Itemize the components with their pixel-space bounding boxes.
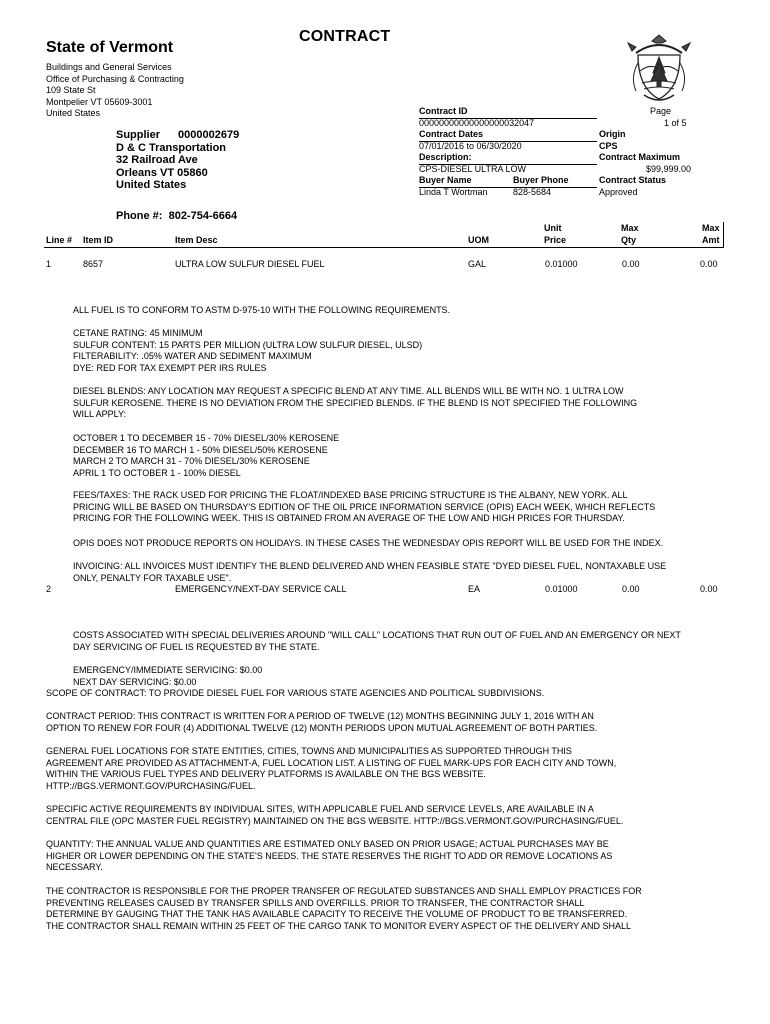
address-line: United States (46, 108, 101, 118)
address-line: 109 State St (46, 85, 96, 95)
item-id: 8657 (83, 259, 104, 269)
text-line: QUANTITY: THE ANNUAL VALUE AND QUANTITIES ARE ESTIMATED ONLY BASED ON PRIOR USAGE; ACTUAL PURCHASES MAY BE (46, 839, 609, 849)
supplier-street: 32 Railroad Ave (116, 154, 198, 166)
page-value: 1 of 5 (664, 117, 687, 128)
text-line: PRICING FOR THE FOLLOWING WEEK. THIS IS OBTAINED FROM AN AVERAGE OF THE LOW AND HIGH PRICES FOR THURSDAY. (73, 513, 625, 523)
col-max-qty: Qty (621, 235, 637, 245)
text-line: NEXT DAY SERVICING: $0.00 (73, 676, 197, 687)
text-line: SULFUR KEROSENE. THERE IS NO DEVIATION FROM THE SPECIFIED BLENDS. IF THE BLEND IS NOT SPECIFIED THE FOLLOWING (73, 397, 638, 408)
buyer-phone: 828-5684 (513, 186, 552, 197)
text-line: AGREEMENT ARE PROVIDED AS ATTACHMENT-A, FUEL LOCATION LIST. A LISTING OF FUEL MARK-UPS FOR EACH CITY AND TOWN, (46, 757, 617, 768)
supplier-country: United States (116, 179, 187, 191)
text-line: CENTRAL FILE (OPC MASTER FUEL REGISTRY) MAINTAINED ON THE BGS WEBSITE. HTTP://BGS.VERMONT.GOV/PURCHASING/FUEL. (46, 815, 624, 826)
agency-name: State of Vermont (46, 39, 174, 56)
item-desc: ULTRA LOW SULFUR DIESEL FUEL (175, 259, 325, 269)
supplier-block (116, 129, 239, 192)
divider (419, 141, 597, 142)
text-line: NECESSARY. (46, 862, 103, 872)
text-line: HTTP://BGS.VERMONT.GOV/PURCHASING/FUEL. (46, 780, 256, 791)
text-line: OPTION TO RENEW FOR FOUR (4) ADDITIONAL TWELVE (12) MONTH PERIODS UPON MUTUAL AGREEMENT OF BOTH PARTIES. (46, 722, 598, 733)
text-line: DIESEL BLENDS: ANY LOCATION MAY REQUEST A SPECIFIC BLEND AT ANY TIME. ALL BLENDS WILL BE WITH NO. 1 ULTRA LOW (73, 386, 624, 396)
item-unit-price: 0.01000 (545, 584, 578, 594)
origin-label: Origin (599, 129, 626, 139)
text-line: INVOICING: ALL INVOICES MUST IDENTIFY THE BLEND DELIVERED AND WHEN FEASIBLE STATE "DYED DIESEL FUEL, NONTAXABLE USE (73, 561, 667, 571)
origin-value: CPS (599, 140, 618, 151)
divider (419, 118, 597, 119)
supplier-id: 0000002679 (178, 129, 240, 141)
contract-max-label: Contract Maximum (599, 152, 681, 162)
fuel-requirements (73, 328, 753, 374)
text-line: SULFUR CONTENT: 15 PARTS PER MILLION (ULTRA LOW SULFUR DIESEL, ULSD) (73, 339, 423, 350)
text-line: CETANE RATING: 45 MINIMUM (73, 328, 203, 338)
buyer-name: Linda T Wortman (419, 186, 488, 197)
supplier-phone (116, 211, 237, 223)
text-line: DYE: RED FOR TAX EXEMPT PER IRS RULES (73, 362, 267, 373)
text-line: ONLY, PENALTY FOR TAXABLE USE". (73, 572, 232, 583)
address-line: Buildings and General Services (46, 62, 172, 72)
col-max-qty: Max (621, 223, 639, 233)
quantity-clause (46, 839, 746, 874)
text-line: EMERGENCY/IMMEDIATE SERVICING: $0.00 (73, 665, 263, 675)
supplier-label: Supplier (116, 129, 161, 141)
description-label: Description: (419, 152, 472, 162)
line-items-header (44, 222, 724, 248)
site-requirements (46, 804, 746, 827)
item-max-qty: 0.00 (622, 259, 640, 269)
diesel-blends (73, 386, 753, 421)
text-line: HIGHER OR LOWER DEPENDING ON THE STATE'S NEEDS. THE STATE RESERVES THE RIGHT TO ADD OR REMOVE LOCATIONS AS (46, 850, 613, 861)
description-value: CPS-DIESEL ULTRA LOW (419, 163, 527, 174)
col-line: Line # (46, 235, 73, 245)
buyer-name-label: Buyer Name (419, 175, 472, 185)
contract-info-box (419, 106, 720, 198)
text-line: DETERMINE BY GAUGING THAT THE TANK HAS AVAILABLE CAPACITY TO RECEIVE THE VOLUME OF PRODUCT TO BE TRANSFERRED. (46, 909, 628, 919)
item-max-amt: 0.00 (700, 584, 718, 594)
document-title: CONTRACT (299, 28, 391, 45)
special-deliveries (73, 630, 753, 653)
agency-address (46, 62, 184, 120)
contract-id-label: Contract ID (419, 106, 468, 116)
servicing-fees (73, 665, 753, 688)
transfer-responsibility (46, 886, 746, 932)
contract-max-value: $99,999.00 (646, 163, 692, 174)
supplier-name: D & C Transportation (116, 141, 227, 154)
contract-status-label: Contract Status (599, 175, 667, 185)
text-line: FEES/TAXES: THE RACK USED FOR PRICING THE FLOAT/INDEXED BASE PRICING STRUCTURE IS THE ALBANY, NEW YORK. ALL (73, 490, 628, 500)
contract-period (46, 711, 746, 734)
text-line: OCTOBER 1 TO DECEMBER 15 - 70% DIESEL/30% KEROSENE (73, 433, 340, 443)
text-line: FILTERABILITY: .05% WATER AND SEDIMENT MAXIMUM (73, 351, 312, 361)
address-line: Office of Purchasing & Contracting (46, 73, 184, 84)
supplier-city: Orleans VT 05860 (116, 166, 208, 179)
text-line: THE CONTRACTOR IS RESPONSIBLE FOR THE PROPER TRANSFER OF REGULATED SUBSTANCES AND SHALL EMPLOY PRACTICES FOR (46, 886, 642, 896)
col-unit-price: Price (544, 235, 567, 245)
fees-taxes (73, 490, 753, 525)
line-number: 1 (46, 259, 52, 269)
text-line: THE CONTRACTOR SHALL REMAIN WITHIN 25 FEET OF THE CARGO TANK TO MONITOR EVERY ASPECT OF THE DELIVERY AND SHALL (46, 920, 631, 931)
item-unit-price: 0.01000 (545, 259, 578, 269)
contract-dates: 07/01/2016 to 06/30/2020 (419, 140, 522, 151)
state-seal-icon (622, 33, 696, 105)
item-desc: EMERGENCY/NEXT-DAY SERVICE CALL (175, 584, 347, 594)
phone-number: 802-754-6664 (168, 210, 238, 222)
opis-holidays: OPIS DOES NOT PRODUCE REPORTS ON HOLIDAYS. IN THESE CASES THE WEDNESDAY OPIS REPORT WILL BE USED FOR THE INDEX. (73, 538, 664, 548)
col-unit-price: Unit (544, 223, 562, 233)
contract-dates-label: Contract Dates (419, 129, 484, 139)
item-max-amt: 0.00 (700, 259, 718, 269)
text-line: WILL APPLY: (73, 409, 127, 419)
item-uom: EA (468, 584, 481, 594)
text-line: MARCH 2 TO MARCH 31 - 70% DIESEL/30% KEROSENE (73, 456, 310, 466)
col-item-desc: Item Desc (175, 235, 218, 245)
col-uom: UOM (468, 235, 489, 245)
text-line: PRICING WILL BE BASED ON THURSDAY'S EDITION OF THE OIL PRICE INFORMATION SERVICE (OPIS) EACH WEEK, WHICH REFLECTS (73, 501, 656, 512)
divider (419, 187, 597, 188)
scope-of-contract: SCOPE OF CONTRACT: TO PROVIDE DIESEL FUEL FOR VARIOUS STATE AGENCIES AND POLITICAL SUBDIVISIONS. (46, 688, 545, 698)
text-line: APRIL 1 TO OCTOBER 1 - 100% DIESEL (73, 467, 241, 478)
address-line: Montpelier VT 05609-3001 (46, 96, 153, 107)
buyer-phone-label: Buyer Phone (513, 175, 569, 185)
col-max-amt: Amt (702, 235, 720, 245)
contract-status: Approved (599, 186, 638, 197)
phone-label: Phone #: (116, 210, 163, 222)
text-line: CONTRACT PERIOD: THIS CONTRACT IS WRITTEN FOR A PERIOD OF TWELVE (12) MONTHS BEGINNING JULY 1, 2016 WITH AN (46, 711, 594, 721)
text-line: DAY SERVICING OF FUEL IS REQUESTED BY THE STATE. (73, 641, 320, 652)
item-max-qty: 0.00 (622, 584, 640, 594)
text-line: GENERAL FUEL LOCATIONS FOR STATE ENTITIES, CITIES, TOWNS AND MUNICIPALITIES AS SUPPORTED THROUGH THIS (46, 746, 572, 756)
contract-id: 00000000000000000032047 (419, 117, 535, 128)
fuel-spec-intro: ALL FUEL IS TO CONFORM TO ASTM D-975-10 WITH THE FOLLOWING REQUIREMENTS. (73, 305, 451, 315)
invoicing (73, 561, 753, 584)
divider (419, 164, 597, 165)
blend-schedule (73, 433, 753, 479)
line-number: 2 (46, 584, 52, 594)
text-line: COSTS ASSOCIATED WITH SPECIAL DELIVERIES AROUND "WILL CALL" LOCATIONS THAT RUN OUT OF FUEL AND AN EMERGENCY OR NEXT (73, 630, 681, 640)
text-line: DECEMBER 16 TO MARCH 1 - 50% DIESEL/50% KEROSENE (73, 444, 328, 455)
text-line: SPECIFIC ACTIVE REQUIREMENTS BY INDIVIDUAL SITES, WITH APPLICABLE FUEL AND SERVICE LEVELS, ARE AVAILABLE IN A (46, 804, 594, 814)
fuel-locations (46, 746, 746, 792)
col-max-amt: Max (702, 223, 720, 233)
col-item-id: Item ID (83, 235, 114, 245)
text-line: WITHIN THE VARIOUS FUEL TYPES AND DELIVERY PLATFORMS IS AVAILABLE ON THE BGS WEBSITE. (46, 769, 486, 779)
text-line: PREVENTING RELEASES CAUSED BY TRANSFER SPILLS AND OVERFILLS. PRIOR TO TRANSFER, THE CONTRACTOR SHALL (46, 897, 585, 908)
item-uom: GAL (468, 259, 487, 269)
page-label: Page (650, 106, 672, 116)
